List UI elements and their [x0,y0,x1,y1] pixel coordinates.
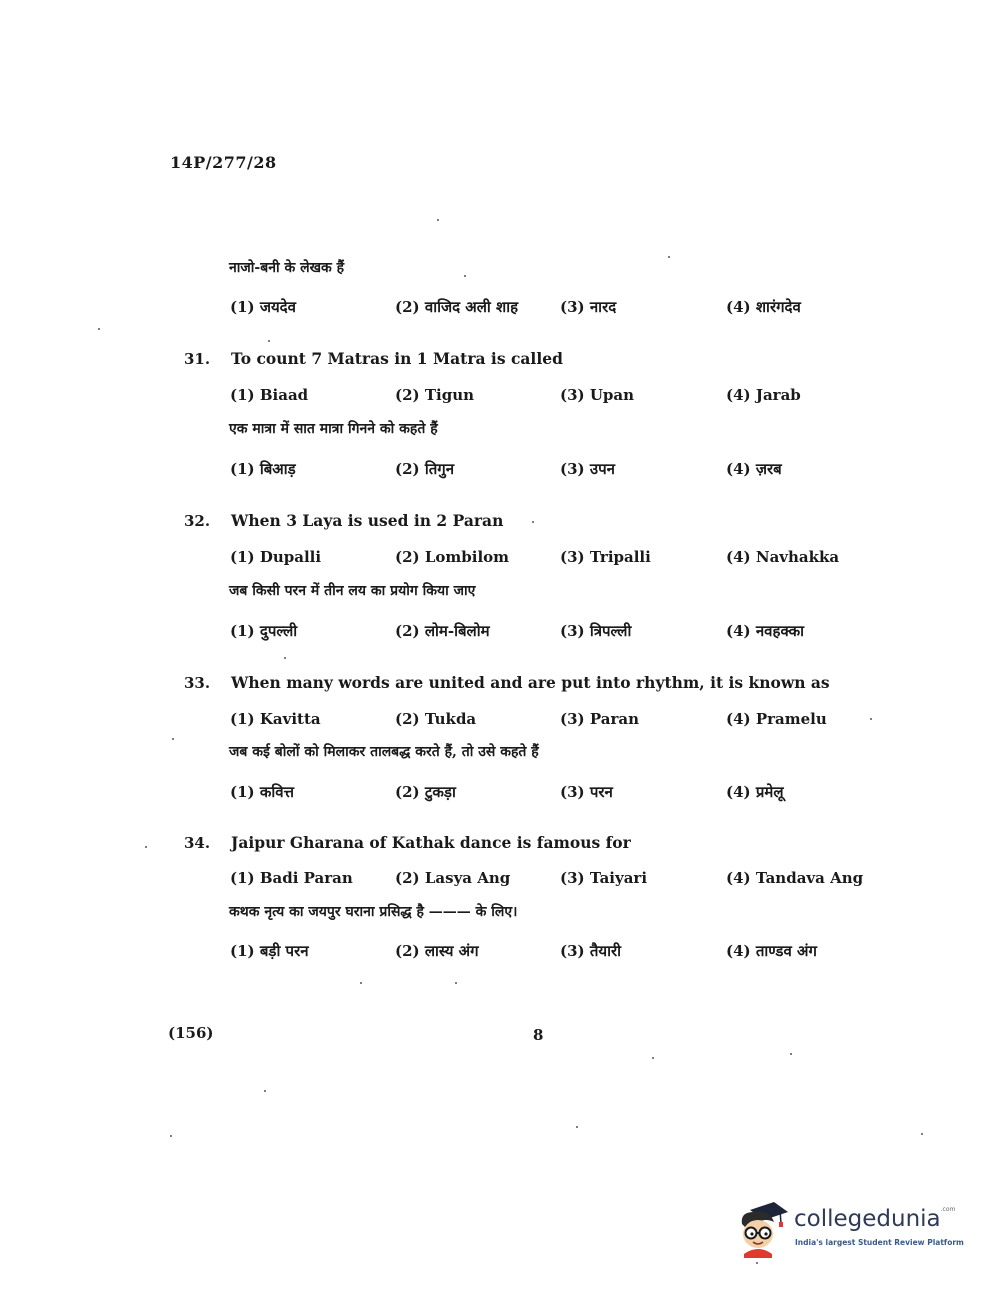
q34-option-4: (4) Tandava Ang [726,869,864,887]
q34-hindi-option-4: (4) ताण्डव अंग [726,942,817,960]
q32-hindi-option-1: (1) दुपल्ली [230,622,298,640]
q34-stem: Jaipur Gharana of Kathak dance is famous for [231,833,631,852]
q31-stem: To count 7 Matras in 1 Matra is called [231,349,563,368]
q34-option-1: (1) Badi Paran [230,869,353,887]
q34-hindi-option-1: (1) बड़ी परन [230,942,309,960]
q33-number: 33. [184,674,211,692]
q33-stem: When many words are united and are put into rhythm, it is known as [231,673,830,692]
q30-hindi-option-3: (3) नारद [560,298,617,316]
scan-speck [532,521,534,523]
q33-option-1: (1) Kavitta [230,710,321,728]
q31-option-2: (2) Tigun [395,386,475,404]
q31-hindi-option-4: (4) ज़रब [726,460,782,478]
q31-number: 31. [184,350,211,368]
scan-speck [668,256,670,258]
q30-hindi-option-2: (2) वाजिद अली शाह [395,298,519,316]
q33-hindi-stem: जब कई बोलों को मिलाकर तालबद्ध करते हैं, तो उसे कहते हैं [229,744,539,760]
q34-number: 34. [184,834,211,852]
q32-hindi-option-4: (4) नवहक्का [726,622,805,640]
q33-hindi-option-1: (1) कवित्त [230,783,294,801]
q32-number: 32. [184,512,211,530]
logo-wordmark [794,1206,955,1232]
q33-option-3: (3) Paran [560,710,639,728]
q34-hindi-stem: कथक नृत्य का जयपुर घराना प्रसिद्ध है ——— के लिए। [229,904,518,920]
scan-speck [464,275,466,277]
scan-speck [170,1135,172,1137]
scan-speck [455,982,457,984]
scan-speck [264,1090,266,1092]
q32-option-4: (4) Navhakka [726,548,840,566]
scan-speck [268,340,270,342]
q33-hindi-option-4: (4) प्रमेलू [726,783,784,801]
q32-option-3: (3) Tripalli [560,548,651,566]
scan-speck [145,846,147,848]
footer-code: (156) [168,1024,214,1042]
logo-name-text: collegedunia [794,1206,941,1232]
q31-option-3: (3) Upan [560,386,635,404]
q30-hindi-option-4: (4) शारंगदेव [726,298,801,316]
page-number: 8 [533,1026,544,1044]
q30-hindi-stem: नाजो-बनी के लेखक हैं [229,260,345,276]
q33-hindi-option-2: (2) टुकड़ा [395,783,456,801]
q32-option-1: (1) Dupalli [230,548,322,566]
q30-hindi-option-1: (1) जयदेव [230,298,296,316]
q32-hindi-stem: जब किसी परन में तीन लय का प्रयोग किया जाए [229,583,476,599]
scan-speck [870,718,872,720]
logo-com-suffix: .com [940,1206,956,1213]
q31-hindi-option-3: (3) उपन [560,460,615,478]
scan-speck [172,738,174,740]
q33-hindi-option-3: (3) परन [560,783,613,801]
q34-option-2: (2) Lasya Ang [395,869,511,887]
q33-option-4: (4) Pramelu [726,710,827,728]
scan-speck [921,1133,923,1135]
scan-speck [790,1053,792,1055]
q32-hindi-option-3: (3) त्रिपल्ली [560,622,632,640]
q32-stem: When 3 Laya is used in 2 Paran [231,511,504,530]
q31-option-1: (1) Biaad [230,386,309,404]
scan-speck [576,1126,578,1128]
q33-option-2: (2) Tukda [395,710,477,728]
q32-option-2: (2) Lombilom [395,548,510,566]
q34-hindi-option-3: (3) तैयारी [560,942,622,960]
q31-hindi-option-2: (2) तिगुन [395,460,455,478]
scan-speck [284,657,286,659]
logo-tagline: India's largest Student Review Platform [795,1238,964,1247]
q32-hindi-option-2: (2) लोम-बिलोम [395,622,490,640]
collegedunia-logo[interactable] [736,1198,964,1260]
q31-hindi-stem: एक मात्रा में सात मात्रा गिनने को कहते हैं [229,421,438,437]
mascot-icon [736,1198,792,1258]
q34-option-3: (3) Taiyari [560,869,648,887]
paper-code: 14P/277/28 [170,153,277,172]
q34-hindi-option-2: (2) लास्य अंग [395,942,479,960]
scan-speck [756,1262,758,1264]
scan-speck [652,1057,654,1059]
scan-speck [98,328,100,330]
scan-speck [360,982,362,984]
scan-speck [437,219,439,221]
q31-option-4: (4) Jarab [726,386,801,404]
q31-hindi-option-1: (1) बिआड़ [230,460,296,478]
